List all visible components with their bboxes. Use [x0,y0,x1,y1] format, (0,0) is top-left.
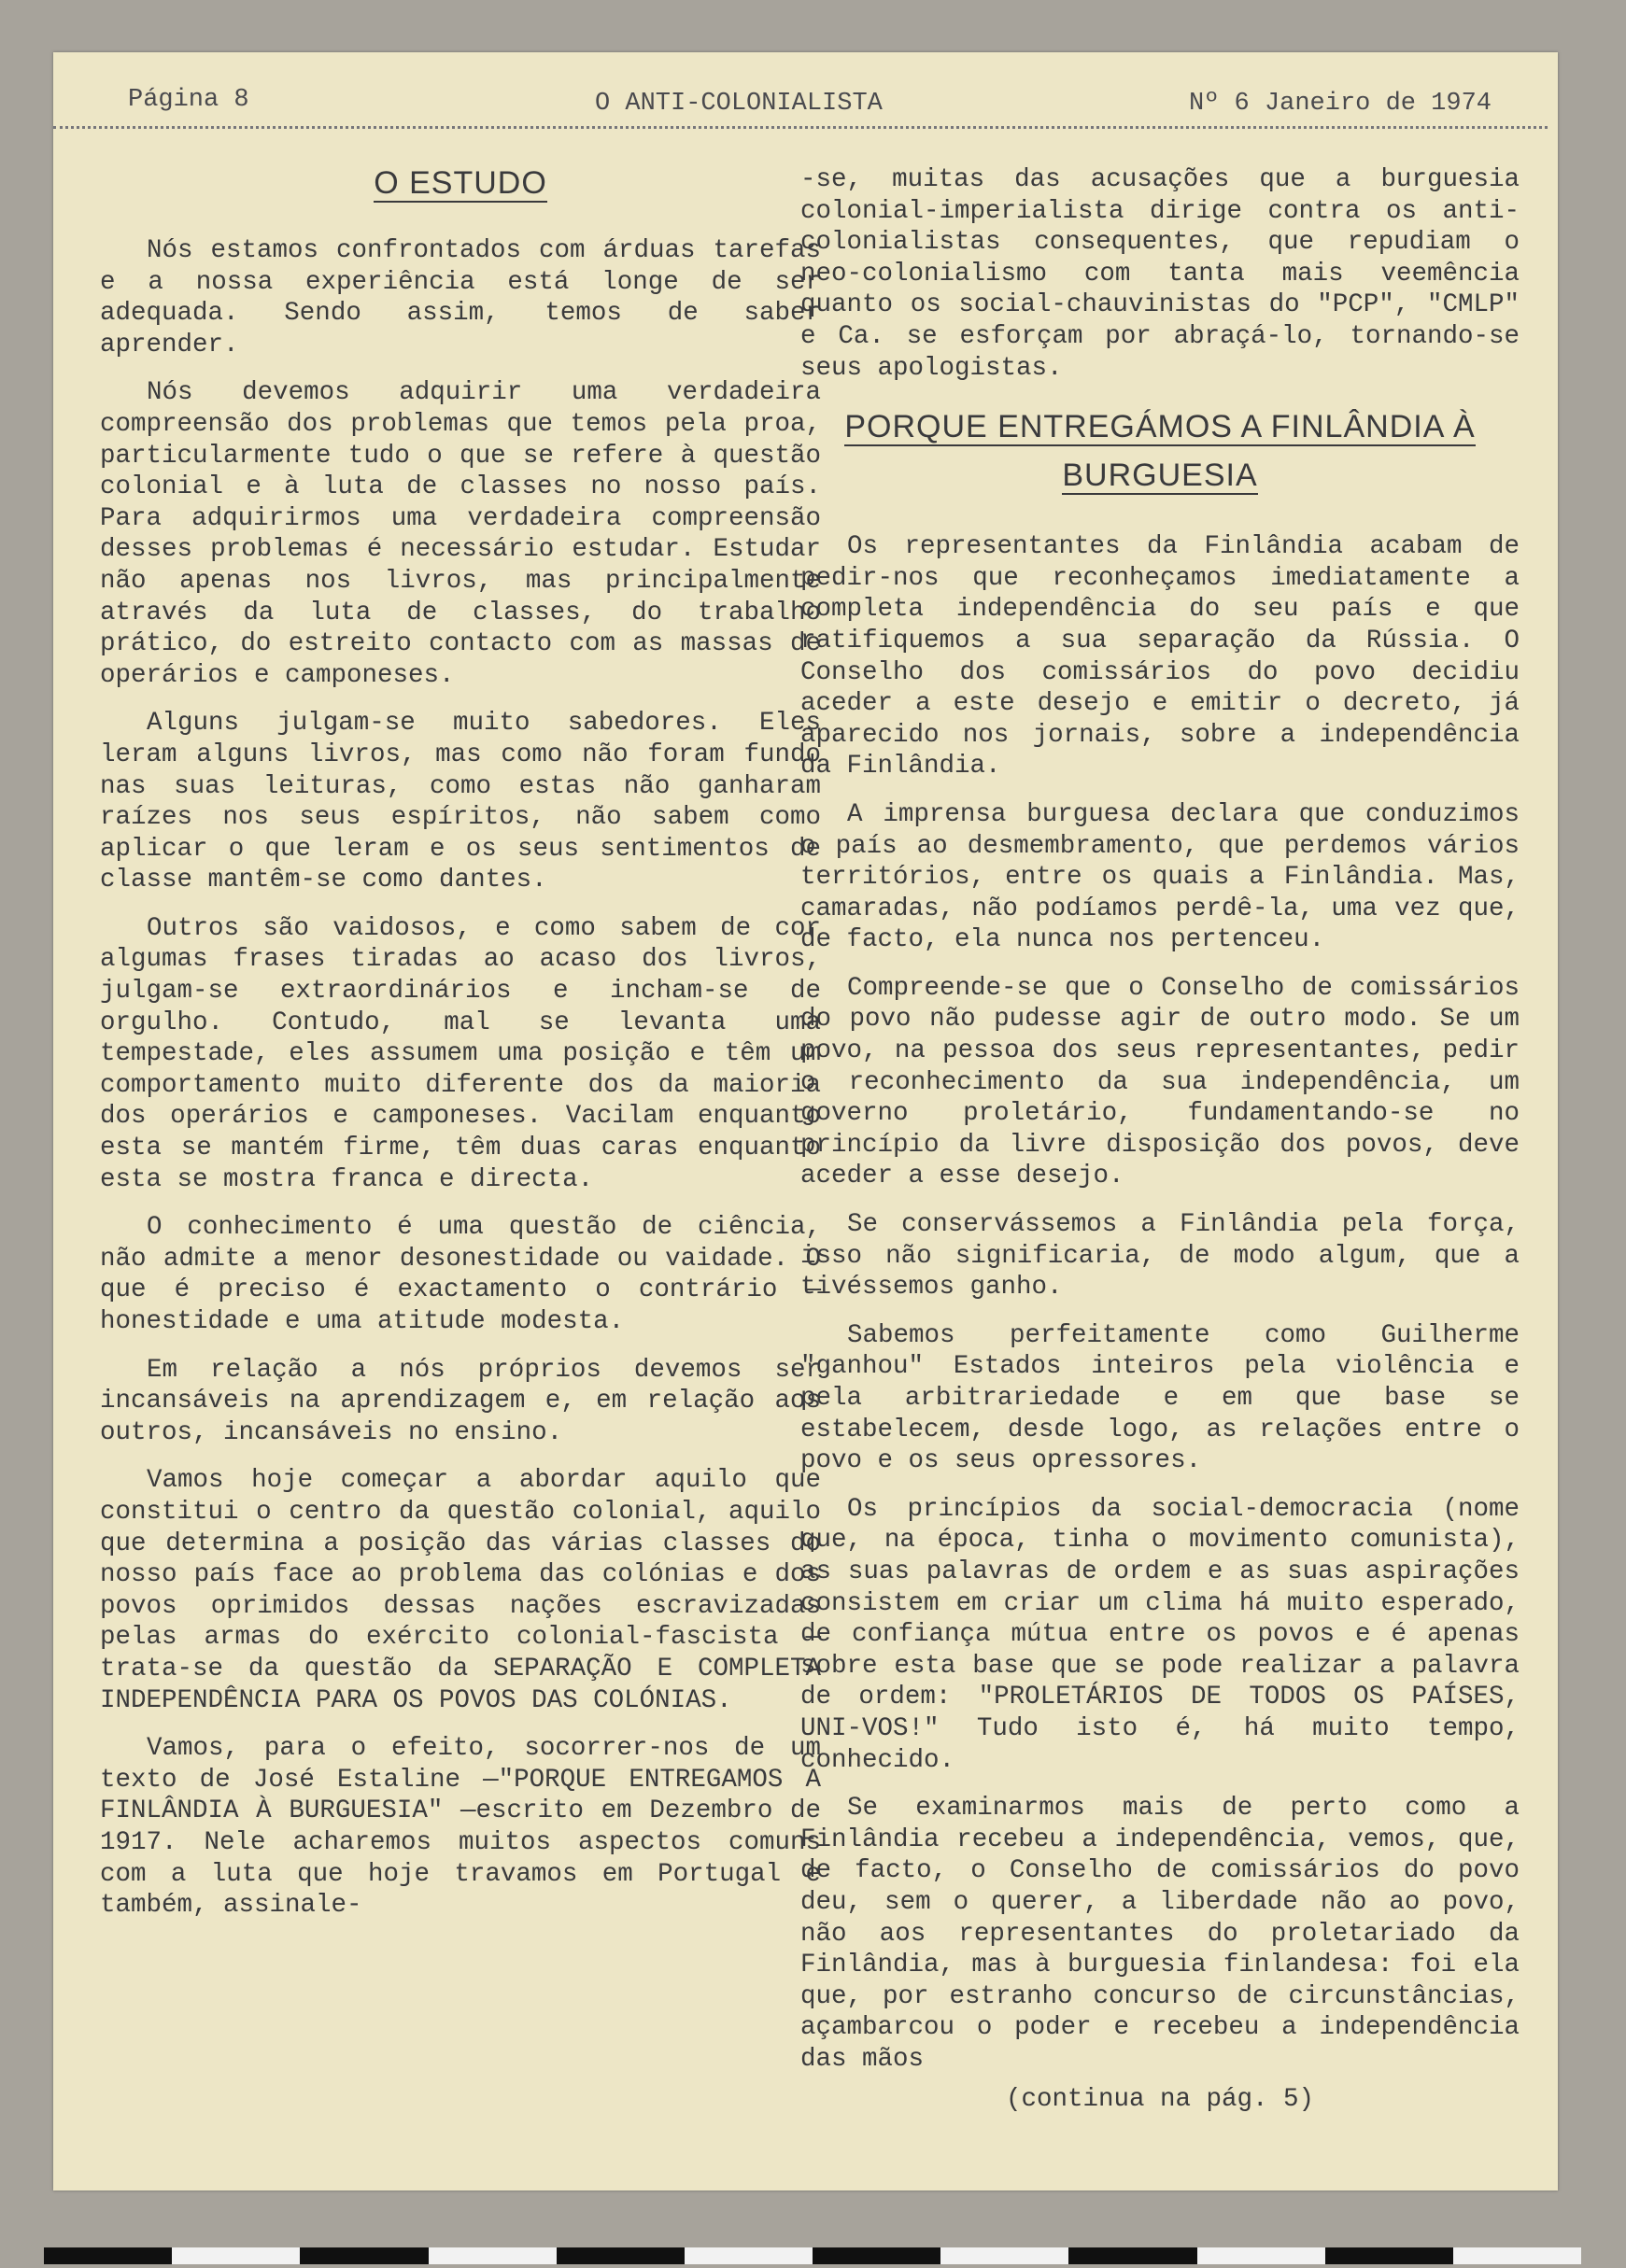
paragraph: Os princípios da social-democracia (nome que, na época, tinha o movimento comunista), as suas palavras de ordem e as suas aspirações consistem em criar um clima há muito esperado, de confiança mútua entre os povos e é apenas sobre esta base que se pode realizar a palavra de ordem: "PROLETÁRIOS DE TODOS OS PAÍSES, UNI-VOS!" Tudo isto é, há muito tempo, conhecido. [800,1494,1520,1775]
newspaper-title: O ANTI-COLONIALISTA [595,90,883,118]
newspaper-page [53,52,1558,2191]
paragraph: Nós estamos confrontados com árduas tarefas e a nossa experiência está longe de ser adequada. Sendo assim, temos de saber aprender. [100,236,821,359]
scale-segment [429,2247,557,2264]
scale-segment [1197,2247,1325,2264]
scale-segment [813,2247,940,2264]
article-heading-finlandia: PORQUE ENTREGÁMOS A FINLÂNDIA À BURGUESIA [844,409,1476,494]
paragraph: Vamos, para o efeito, socorrer-nos de um texto de José Estaline —"PORQUE ENTREGAMOS A FINLÂNDIA À BURGUESIA" —escrito em Dezembro de 1917. Nele acharemos muitos aspectos comuns com a luta que hoje travamos em Portugal e também, assinale- [100,1734,821,1921]
paragraph: Nós devemos adquirir uma verdadeira compreensão dos problemas que temos pela proa, particularmente tudo o que se refere à questão colonial e à luta de classes no nosso país. Para adquirirmos uma verdadeira compreensão desses problemas é necessário estudar. Estudar não apenas nos livros, mas principalmente através da luta de classes, do trabalho prático, do estreito contacto com as massas de operários e camponeses. [100,378,821,690]
scale-segment [557,2247,685,2264]
paragraph: Se conservássemos a Finlândia pela força, isso não significaria, de modo algum, que a tivéssemos ganho. [800,1210,1520,1303]
paragraph: Alguns julgam-se muito sabedores. Eles leram alguns livros, mas como não foram fundo nas suas leituras, como estas não ganharam raízes nos seus espíritos, não sabem como aplicar o que leram e os seus sentimentos de classe mantêm-se como dantes. [100,709,821,895]
issue-date: Nº 6 Janeiro de 1974 [1188,90,1492,118]
paragraph-continuation: -se, muitas das acusações que a burguesia colonial-imperialista dirige contra os anti-colonialistas consequentes, que repudiam o neo-colonialismo com tanta mais veemência quanto os social-chauvinistas do "PCP", "CMLP" e Ca. se esforçam por abraçá-lo, tornando-se seus apologistas. [800,165,1520,383]
article-heading-estudo: O ESTUDO [374,165,547,201]
page-header [128,86,1492,123]
scale-segment [1325,2247,1453,2264]
scale-segment [44,2247,172,2264]
paragraph: Sabemos perfeitamente como Guilherme "ganhou" Estados inteiros pela violência e pela arbitrariedade e em que base se estabelecem, desde logo, as relações entre o povo e os seus opressores. [800,1320,1520,1476]
continued-note: (continua na pág. 5) [1005,2085,1315,2115]
scan-color-scale [44,2247,1581,2264]
scale-segment [1068,2247,1196,2264]
paragraph: Vamos hoje começar a abordar aquilo que constitui o centro da questão colonial, aquilo que determina a posição das várias classes do nosso país face ao problema das colónias e dos povos oprimidos dessas nações escravizadas pelas armas do exército colonial-fascista —trata-se da questão da SEPARAÇÃO E COMPLETA INDEPENDÊNCIA PARA OS POVOS DAS COLÓNIAS. [100,1466,821,1715]
paragraph: O conhecimento é uma questão de ciência, não admite a menor desonestidade ou vaidade. O que é preciso é exactamento o contrário —honestidade e uma atitude modesta. [100,1213,821,1336]
paragraph: Outros são vaidosos, e como sabem de cor algumas frases tiradas ao acaso dos livros, julgam-se extraordinários e incham-se de orgulho. Contudo, mal se levanta uma tempestade, eles assumem uma posição e têm um comportamento muito diferente dos da maioria dos operários e camponeses. Vacilam enquanto esta se mantém firme, têm duas caras enquanto esta se mostra franca e directa. [100,913,821,1194]
scale-segment [172,2247,300,2264]
right-column [800,164,1520,2133]
header-divider [53,126,1548,129]
left-column [100,164,821,1938]
scale-segment [940,2247,1068,2264]
scale-segment [685,2247,813,2264]
paragraph: Se examinarmos mais de perto como a Finlândia recebeu a independência, vemos, que, de facto, o Conselho de comissários do povo deu, sem o querer, a liberdade não ao povo, não aos representantes do proletariado da Finlândia, mas à burguesia finlandesa: foi ela que, por estranho concurso de circunstâncias, açambarcou o poder e recebeu a independência das mãos [800,1794,1520,2074]
scale-segment [1453,2247,1581,2264]
paragraph: Compreende-se que o Conselho de comissários do povo não pudesse agir de outro modo. Se um povo, na pessoa dos seus representantes, pedir o reconhecimento da sua independência, um governo proletário, fundamentando-se no princípio da livre disposição dos povos, deve aceder a esse desejo. [800,973,1520,1191]
page-number: Página 8 [128,86,249,114]
paragraph: A imprensa burguesa declara que conduzimos o país ao desmembramento, que perdemos vários territórios, entre os quais a Finlândia. Mas, camaradas, não podíamos perdê-la, uma vez que, de facto, ela nunca nos pertenceu. [800,799,1520,955]
scale-segment [300,2247,428,2264]
paragraph: Os representantes da Finlândia acabam de pedir-nos que reconheçamos imediatamente a completa independência do seu país e que ratifiquemos a sua separação da Rússia. O Conselho dos comissários do povo decidiu aceder a este desejo e emitir o decreto, já aparecido nos jornais, sobre a independência da Finlândia. [800,532,1520,782]
paragraph: Em relação a nós próprios devemos ser incansáveis na aprendizagem e, em relação aos outros, incansáveis no ensino. [100,1355,821,1447]
